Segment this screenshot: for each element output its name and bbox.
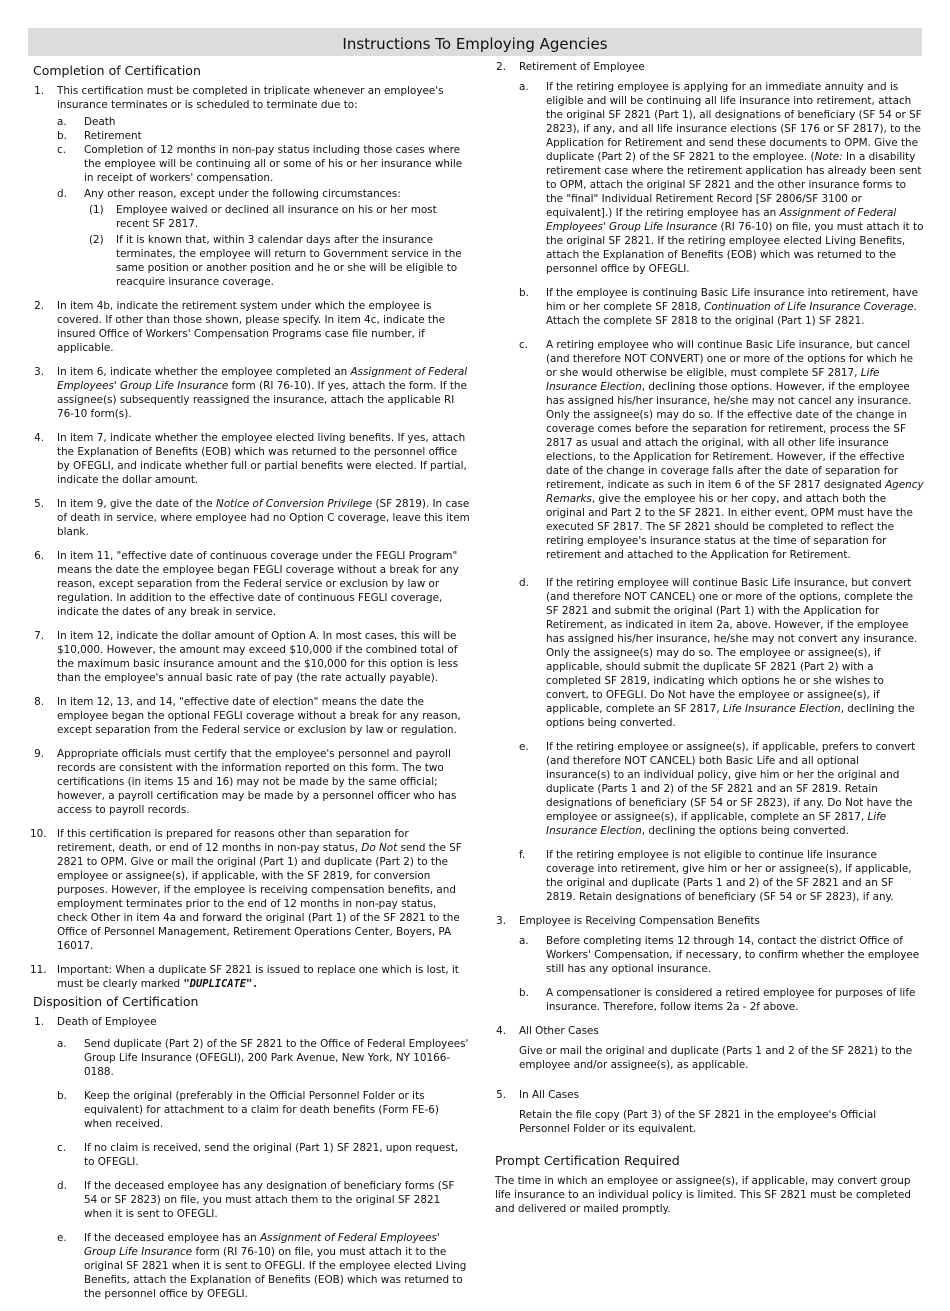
emphasis: Do Not bbox=[361, 842, 398, 854]
item-body: Give or mail the original and duplicate (Parts 1 and 2 of the SF 2821) to the employee and/or assignee(s), as applicable. bbox=[519, 1045, 913, 1071]
form-title: Continuation of Life Insurance Coverage bbox=[704, 301, 914, 313]
item-text: In item 11, "effective date of continuous coverage under the FEGLI Program" means the date the employee began FEGLI coverage without a break for any reason, except separation from the Federal service or exclusion by law or regulation. In addition to the effective date of continuous FEGLI coverage, indicate the dates of any break in service. bbox=[57, 550, 459, 618]
sub-letter: b. bbox=[57, 1090, 67, 1102]
sub-item-b bbox=[57, 1089, 470, 1131]
sub-letter: a. bbox=[519, 935, 529, 947]
item-number: 6. bbox=[34, 550, 44, 562]
subsub-item-1 bbox=[84, 203, 470, 231]
sub-letter: b. bbox=[519, 287, 529, 299]
item-text: In item 9, give the date of the bbox=[57, 498, 217, 510]
subsub-text: If it is known that, within 3 calendar days after the insurance terminates, the employee will return to Government service in the same position or another position and he or she will be eligible to reacquire insurance coverage. bbox=[116, 234, 462, 288]
sub-letter: b. bbox=[57, 130, 67, 142]
sub-text: Send duplicate (Part 2) of the SF 2821 to the Office of Federal Employees' Group Life Insurance (OFEGLI), 200 Park Avenue, New York, NY 10166-0188. bbox=[84, 1038, 469, 1078]
completion-item-8 bbox=[30, 695, 470, 737]
item-text: In item 7, indicate whether the employee elected living benefits. If yes, attach the Explanation of Benefits (EOB) which was returned to the personnel office by OFEGLI, and indicate whether full or partial benefits were elected. If partial, indicate the dollar amount. bbox=[57, 432, 467, 486]
item-text: If this certification is prepared for reasons other than separation for retirement, death, or end of 12 months in non-pay status, bbox=[57, 828, 409, 854]
sub-letter: f. bbox=[519, 849, 526, 861]
item-text: This certification must be completed in triplicate whenever an employee's insurance terminates or is scheduled to terminate due to: bbox=[57, 85, 444, 111]
sub-text: If the retiring employee is not eligible to continue life insurance coverage into retirement, give him or her or assignee(s), if applicable, the original and duplicate (Parts 1 and 2) of the SF 2821 and an SF 2819. Retain designations of beneficiary (SF 54 or SF 2823), if any. bbox=[546, 849, 912, 903]
form-title: Life Insurance Election bbox=[722, 703, 841, 715]
item-text: In item 12, 13, and 14, "effective date of election" means the date the employee began the optional FEGLI coverage without a break for any reason, except separation from the Federal service or exclusion by law or regulation. bbox=[57, 696, 461, 736]
sub-item-b bbox=[519, 986, 924, 1014]
subsub-text: Employee waived or declined all insurance on his or her most recent SF 2817. bbox=[116, 204, 437, 230]
disposition-list bbox=[30, 1015, 470, 1301]
sub-letter: e. bbox=[57, 1232, 67, 1244]
sub-text: A retiring employee who will continue Basic Life insurance, but cancel (and therefore NOT CONVERT) one or more of the options for which he or she would otherwise be eligible, must complete SF 2817, bbox=[546, 339, 913, 379]
duplicate-mark: "DUPLICATE". bbox=[183, 978, 259, 990]
disposition-item-1 bbox=[30, 1015, 470, 1301]
sub-item-a bbox=[57, 115, 470, 129]
sub-text: If the retiring employee is applying for an immediate annuity and is eligible and will be continuing all life insurance into retirement, attach the original SF 2821 (Part 1), all designations of beneficiary (SF 54 or SF 2823), if any, and all life insurance elections (SF 176 or SF 2817), to the Application for Retirement and send these documents to OPM. Give the duplicate (Part 2) of the SF 2821 to the employee. ( bbox=[546, 81, 922, 163]
left-column bbox=[30, 60, 470, 1311]
form-title: Life Insurance Election bbox=[546, 367, 880, 393]
completion-item-7 bbox=[30, 629, 470, 685]
sub-text: Before completing items 12 through 14, contact the district Office of Workers' Compensation, if necessary, to confirm whether the employee still has any optional insurance. bbox=[546, 935, 920, 975]
item-number: 9. bbox=[34, 748, 44, 760]
item-number: 8. bbox=[34, 696, 44, 708]
item-text: Appropriate officials must certify that the employee's personnel and payroll records are consistent with the information reported on this form. The two certifications (in items 15 and 16) may not be made by the same official; however, a payroll certification may be made by a personnel officer who has access to payroll records. bbox=[57, 748, 457, 816]
item-number: 5. bbox=[34, 498, 44, 510]
item-number: 3. bbox=[496, 915, 506, 927]
item-number: 4. bbox=[34, 432, 44, 444]
disposition-list-continued bbox=[492, 60, 924, 1136]
subsub-number: (1) bbox=[89, 204, 104, 216]
item-number: 3. bbox=[34, 366, 44, 378]
sub-list bbox=[57, 1037, 470, 1301]
sub-text: If the employee is continuing Basic Life insurance into retirement, have him or her complete SF 2818, bbox=[546, 287, 918, 313]
disposition-item-3 bbox=[492, 914, 924, 1014]
form-title: Assignment of Federal Employees' Group Life Insurance bbox=[57, 366, 468, 392]
item-text: All Other Cases bbox=[519, 1025, 599, 1037]
completion-item-5 bbox=[30, 497, 470, 539]
item-text: In item 4b, indicate the retirement system under which the employee is covered. If other than those shown, please specify. In item 4c, indicate the insured Office of Workers' Compensation Programs case file number, if applicable. bbox=[57, 300, 445, 354]
page-title: Instructions To Employing Agencies bbox=[28, 28, 922, 56]
item-number: 11. bbox=[30, 964, 47, 976]
field-name: Agency Remarks bbox=[546, 479, 924, 505]
completion-item-9 bbox=[30, 747, 470, 817]
sub-item-b bbox=[57, 129, 470, 143]
prompt-heading: Prompt Certification Required bbox=[495, 1153, 680, 1168]
sub-text: If the retiring employee or assignee(s), if applicable, prefers to convert (and therefore NOT CANCEL) both Basic Life and all optional insurance(s) to an individual policy, give him or her the original and duplicate (Parts 1 and 2) of the SF 2821 and an SF 2819. Retain designations of beneficiary (SF 54 or SF 2823), if any. Do Not have the employee or assignee(s), if applicable, complete an SF 2817, bbox=[546, 741, 916, 823]
sub-letter: a. bbox=[57, 1038, 67, 1050]
sub-item-b bbox=[519, 286, 924, 328]
sub-item-d bbox=[519, 576, 924, 730]
item-number: 4. bbox=[496, 1025, 506, 1037]
sub-text: form (RI 76-10) on file, you must attach it to the original SF 2821 when it is sent to OFEGLI. If the employee elected Living Benefits, attach the Explanation of Benefits (EOB) which was returned to the personnel office by OFEGLI. bbox=[84, 1246, 467, 1300]
sub-text: If the deceased employee has any designation of beneficiary forms (SF 54 or SF 2823) on file, you must attach them to the original SF 2821 when it is sent to OFEGLI. bbox=[84, 1180, 455, 1220]
sub-item-a bbox=[519, 934, 924, 976]
sub-letter: c. bbox=[57, 1142, 67, 1154]
item-text: Employee is Receiving Compensation Benefits bbox=[519, 915, 760, 927]
sub-letter: d. bbox=[519, 577, 529, 589]
sub-text: If the deceased employee has an bbox=[84, 1232, 261, 1244]
item-number: 2. bbox=[496, 61, 506, 73]
completion-heading: Completion of Certification bbox=[33, 63, 201, 78]
sub-text: Retirement bbox=[84, 130, 142, 142]
completion-item-11 bbox=[30, 963, 470, 991]
completion-item-4 bbox=[30, 431, 470, 487]
disposition-item-5 bbox=[492, 1088, 924, 1136]
sub-letter: d. bbox=[57, 1180, 67, 1192]
sub-text: If no claim is received, send the original (Part 1) SF 2821, upon request, to OFEGLI. bbox=[84, 1142, 459, 1168]
sub-item-d bbox=[57, 1179, 470, 1221]
item-number: 5. bbox=[496, 1089, 506, 1101]
note-label: Note: bbox=[814, 151, 843, 163]
disposition-heading: Disposition of Certification bbox=[33, 994, 199, 1009]
sub-text: Keep the original (preferably in the Official Personnel Folder or its equivalent) for attachment to a claim for death benefits (Form FE-6) when received. bbox=[84, 1090, 439, 1130]
item-number: 10. bbox=[30, 828, 47, 840]
completion-item-3 bbox=[30, 365, 470, 421]
sub-letter: a. bbox=[519, 81, 529, 93]
sub-text: , declining the options being converted. bbox=[546, 703, 915, 729]
sub-text: , give the employee his or her copy, and attach both the original and Part 2 to the SF 2821. In either event, OPM must have the executed SF 2817. The SF 2821 should be completed to reflect the retiring employee's insurance status at the time of separation for retirement and attached to the Application for Retirement. bbox=[546, 493, 913, 561]
sub-list bbox=[519, 934, 924, 1014]
sub-item-e bbox=[57, 1231, 470, 1301]
sub-letter: a. bbox=[57, 116, 67, 128]
sub-item-d bbox=[57, 187, 470, 289]
sub-text: In a disability retirement case where the retirement application has already been sent to OPM, attach the original SF 2821 and the other insurance forms to the "final" Individual Retirement Record [SF 2806/SF 3100 or equivalent].) If the retiring employee has an bbox=[546, 151, 922, 219]
sub-item-c bbox=[57, 143, 470, 185]
sub-text: Completion of 12 months in non-pay status including those cases where the employee will be continuing all or some of his or her insurance while in receipt of workers' compensation. bbox=[84, 144, 463, 184]
sub-item-a bbox=[57, 1037, 470, 1079]
item-text: Death of Employee bbox=[57, 1016, 157, 1028]
sub-item-f bbox=[519, 848, 924, 904]
right-column bbox=[492, 60, 924, 1216]
item-text: In All Cases bbox=[519, 1089, 579, 1101]
sub-letter: b. bbox=[519, 987, 529, 999]
sub-letter: e. bbox=[519, 741, 529, 753]
sub-text: If the retiring employee will continue Basic Life insurance, but convert (and therefore NOT CANCEL) one or more of the options, complete the SF 2821 and submit the original (Part 1) with the Application for Retirement, as indicated in item 2a, above. However, if the employee has assigned his/her insurance, he/she may not convert any insurance. Only the assignee(s) may do so. The employee or assignee(s), if applicable, should submit the duplicate SF 2821 (Part 2) with a completed SF 2819, indicating which options he or she wishes to convert, to OFEGLI. Do Not have the employee or assignee(s), if applicable, complete an SF 2817, bbox=[546, 577, 918, 715]
sub-item-c bbox=[57, 1141, 470, 1169]
subsub-item-2 bbox=[84, 233, 470, 289]
completion-item-2 bbox=[30, 299, 470, 355]
completion-item-1 bbox=[30, 84, 470, 289]
completion-list bbox=[30, 84, 470, 991]
sub-letter: c. bbox=[519, 339, 529, 351]
prompt-text: The time in which an employee or assignee(s), if applicable, may convert group life insurance to an individual policy is limited. This SF 2821 must be completed and delivered or mailed promptly. bbox=[495, 1175, 911, 1215]
item-number: 1. bbox=[34, 85, 44, 97]
item-text: Retirement of Employee bbox=[519, 61, 645, 73]
item-number: 1. bbox=[34, 1016, 44, 1028]
form-title: Assignment of Federal Employees' Group Life Insurance bbox=[84, 1232, 440, 1258]
item-text: form (RI 76-10). If yes, attach the form. If the assignee(s) subsequently reassigned the insurance, attach the applicable RI 76-10 form(s). bbox=[57, 380, 467, 420]
sub-letter: c. bbox=[57, 144, 67, 156]
item-text: In item 6, indicate whether the employee completed an bbox=[57, 366, 351, 378]
item-text: In item 12, indicate the dollar amount of Option A. In most cases, this will be $10,000. However, the amount may exceed $10,000 if the combined total of the maximum basic insurance amount and the $10,000 for this option is less than the employee's annual basic rate of pay (the rate actually payable). bbox=[57, 630, 458, 684]
form-title: Notice of Conversion Privilege bbox=[216, 498, 373, 510]
item-body: Retain the file copy (Part 3) of the SF 2821 in the employee's Official Personnel Folder or its equivalent. bbox=[519, 1109, 877, 1135]
sub-text: A compensationer is considered a retired employee for purposes of life insurance. Therefore, follow items 2a - 2f above. bbox=[546, 987, 916, 1013]
sub-letter: d. bbox=[57, 188, 67, 200]
sub-text: , declining the options being converted. bbox=[641, 825, 849, 837]
item-text: send the SF 2821 to OPM. Give or mail the original (Part 1) and duplicate (Part 2) to the employee or assignee(s), if applicable, with the SF 2819, for conversion purposes. However, if the employee is receiving compensation benefits, and employment terminates prior to the end of 12 months in non-pay status, check Other in item 4a and forward the original (Part 1) of the SF 2821 to the Office of Personnel Management, Retirement Operations Center, Boyers, PA 16017. bbox=[57, 842, 462, 952]
sub-text: (RI 76-10) on file, you must attach it to the original SF 2821. If the retiring employee elected Living Benefits, attach the Explanation of Benefits (EOB) which was returned to the personnel office by OFEGLI. bbox=[546, 221, 924, 275]
completion-item-10 bbox=[30, 827, 470, 953]
item-number: 7. bbox=[34, 630, 44, 642]
form-title: Life Insurance Election bbox=[546, 811, 887, 837]
sub-list bbox=[519, 80, 924, 904]
subsub-number: (2) bbox=[89, 234, 104, 246]
completion-item-6 bbox=[30, 549, 470, 619]
item-text: Important: When a duplicate SF 2821 is issued to replace one which is lost, it must be clearly marked bbox=[57, 964, 459, 990]
sub-text: Death bbox=[84, 116, 116, 128]
sub-item-e bbox=[519, 740, 924, 838]
item-number: 2. bbox=[34, 300, 44, 312]
disposition-item-4 bbox=[492, 1024, 924, 1072]
form-title: Assignment of Federal Employees' Group Life Insurance bbox=[546, 207, 897, 233]
item-text: (SF 2819). In case of death in service, where employee had no Option C coverage, leave this item blank. bbox=[57, 498, 470, 538]
subsub-list bbox=[84, 203, 470, 289]
sub-text: . Attach the complete SF 2818 to the original (Part 1) SF 2821. bbox=[546, 301, 917, 327]
sub-list bbox=[57, 115, 470, 289]
sub-text: , declining those options. However, if the employee has assigned his/her insurance, he/she may not cancel any insurance. Only the assignee(s) may do so. If the effective date of the change in coverage comes before the separation for retirement, process the SF 2817 as usual and attach the original, with all other life insurance elections, to the Application for Retirement. However, if the effective date of the change in coverage falls after the date of separation for retirement, indicate as such in item 6 of the SF 2817 designated bbox=[546, 381, 912, 491]
sub-item-a bbox=[519, 80, 924, 276]
sub-text: Any other reason, except under the following circumstances: bbox=[84, 188, 401, 200]
disposition-item-2 bbox=[492, 60, 924, 904]
sub-item-c bbox=[519, 338, 924, 562]
